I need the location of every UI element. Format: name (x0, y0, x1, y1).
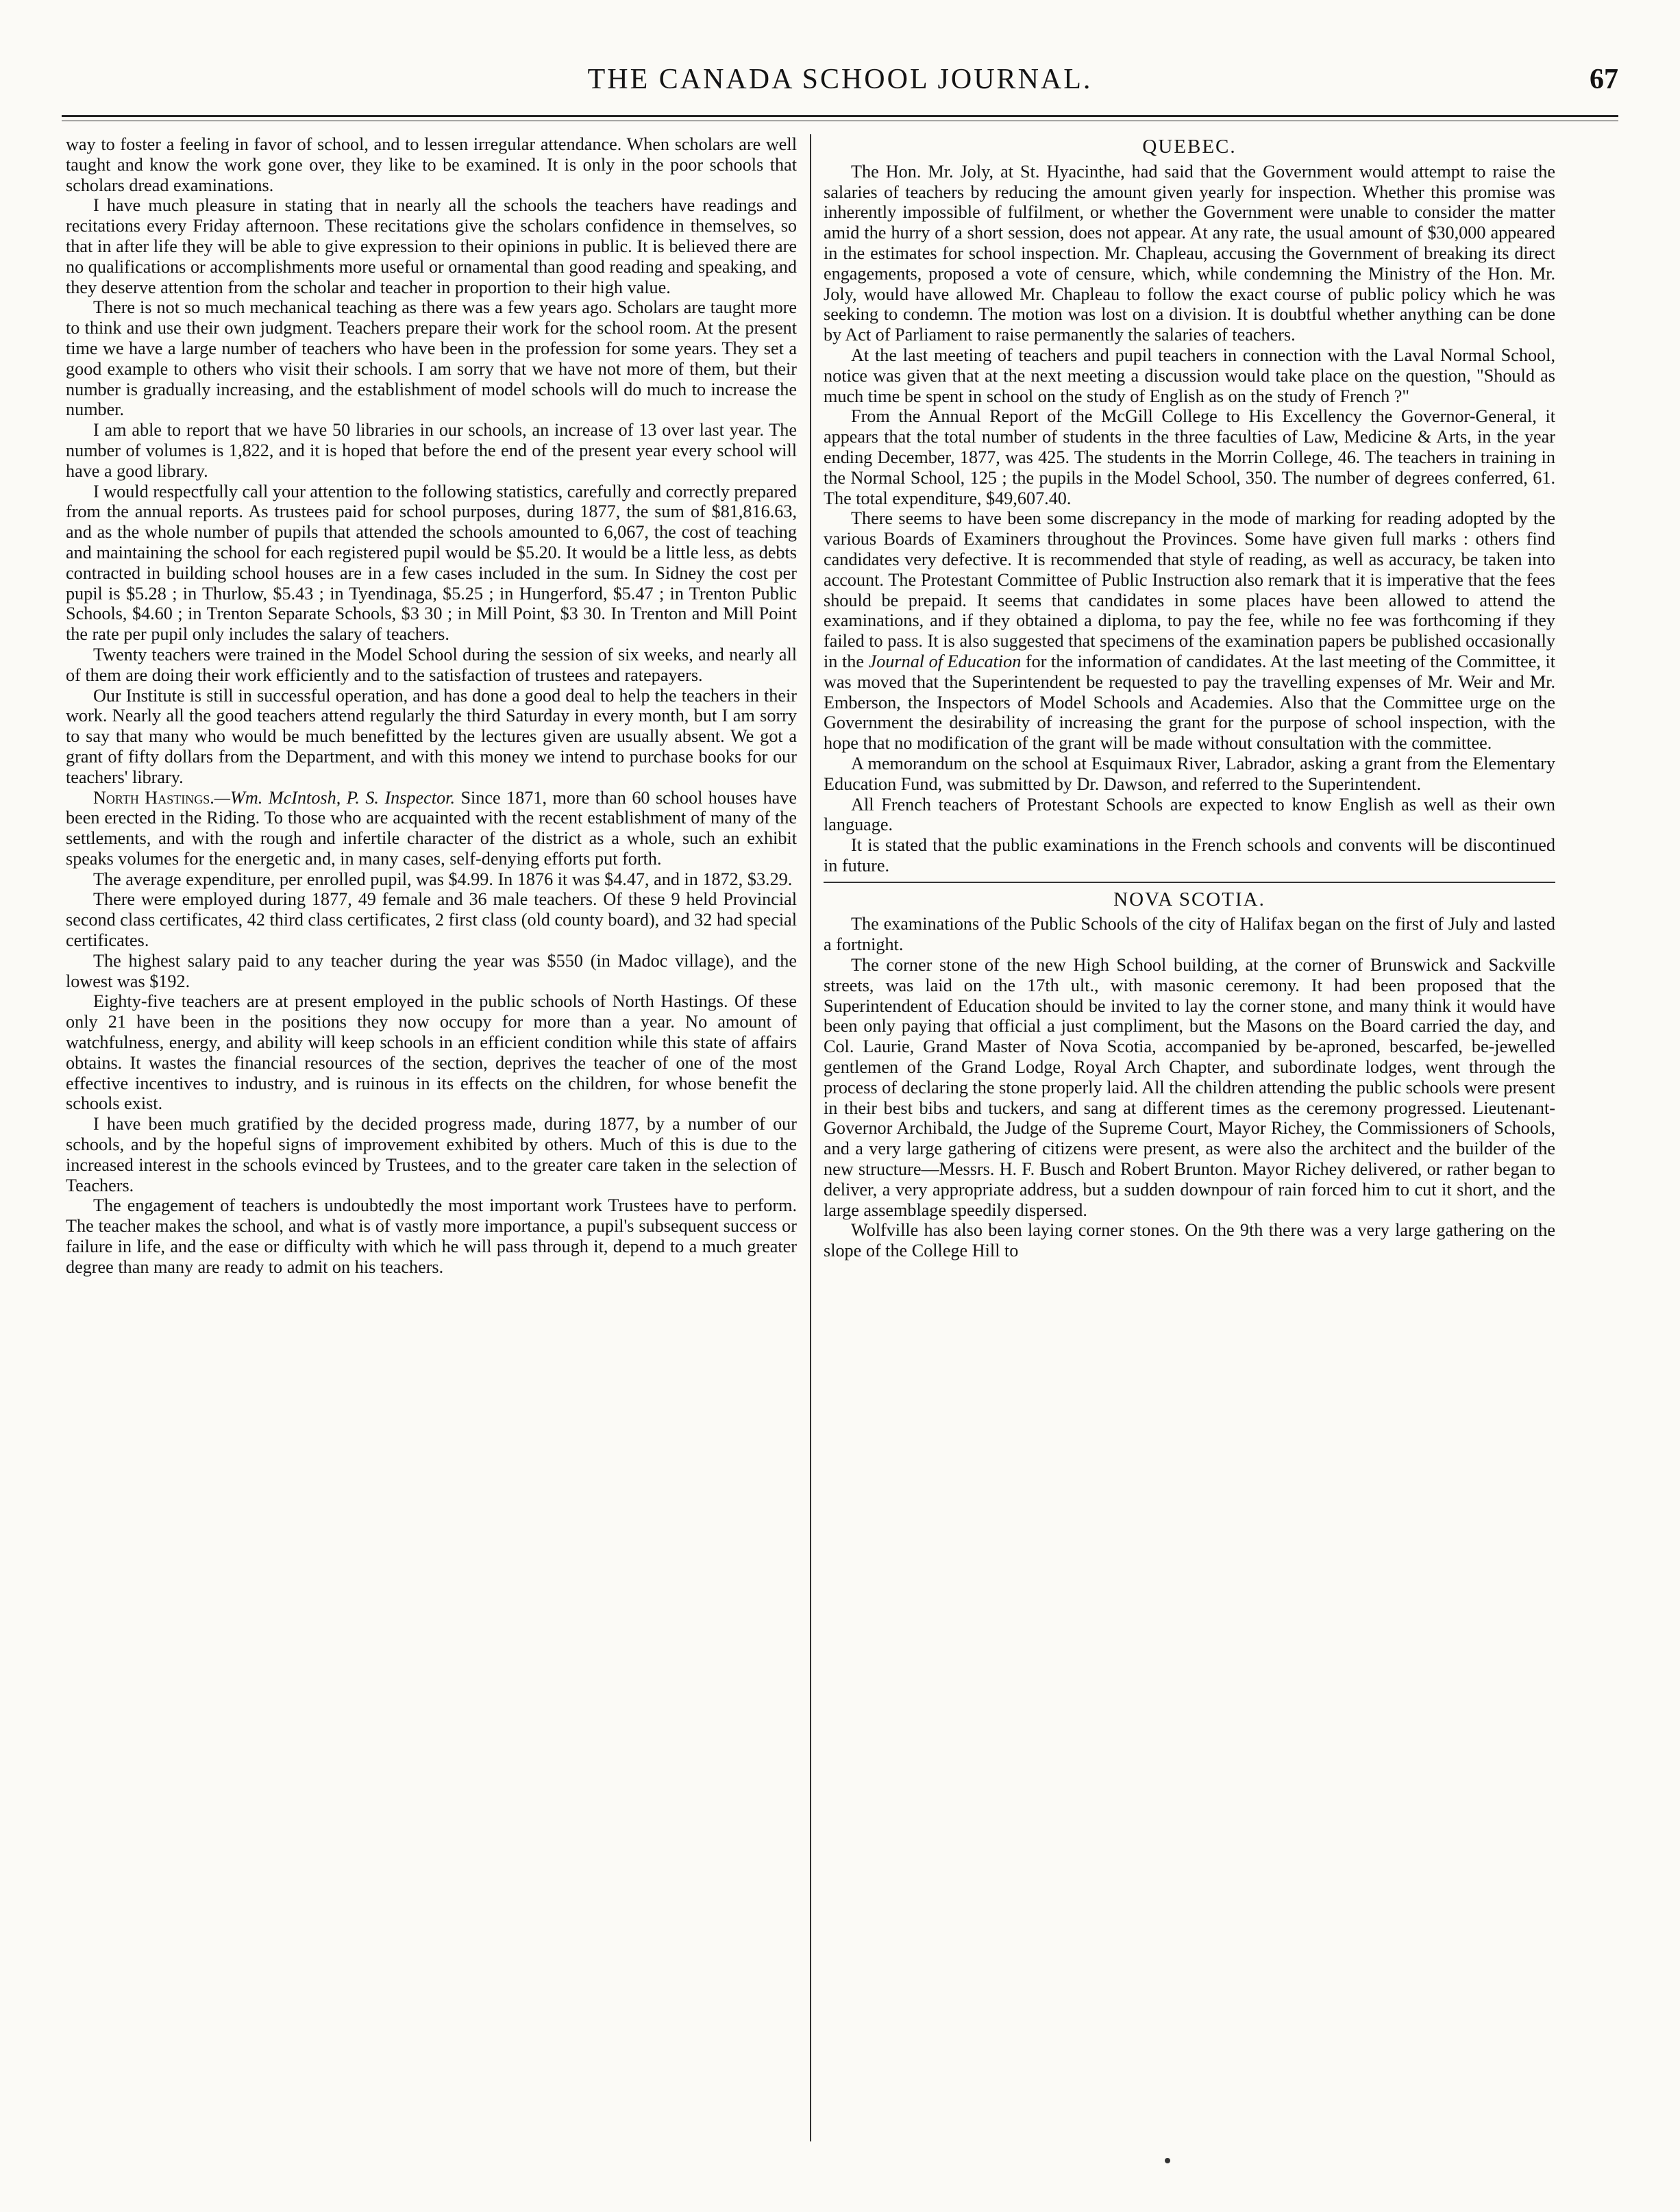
journal-title: Journal of Education (868, 651, 1022, 671)
paragraph: The average expenditure, per enrolled pupil, was $4.99. In 1876 it was $4.47, and in 1872, $3.29. (93, 869, 793, 889)
paragraph: Twenty teachers were trained in the Model School during the session of six weeks, and nearly all of them are doing their work efficiently and to the satisfaction of trustees and ratepayers. (66, 644, 797, 685)
paragraph: I have been much gratified by the decided progress made, during 1877, by a number of our schools, and by the hopeful signs of improvement exhibited by others. Much of this is due to the increased interest in the schools evinced by Trustees, and to the greater care taken in the selection of Teachers. (66, 1114, 797, 1195)
header-rule-thick (62, 115, 1618, 117)
section-heading-quebec: QUEBEC. (1142, 136, 1237, 158)
paragraph: The highest salary paid to any teacher during the year was $550 (in Madoc village), and the lowest was $192. (66, 950, 797, 991)
left-column (66, 134, 797, 1278)
district-name: North Hastings. (93, 787, 214, 808)
paragraph-examiners (824, 508, 1555, 754)
paragraph: The Hon. Mr. Joly, at St. Hyacinthe, had said that the Government would attempt to raise the salaries of teachers by reducing the amount given yearly for inspection. Whether this promise was inherently impossible of fulfilment, or whether the Government were unable to consider the matter amid the hurry of a short session, does not appear. At any rate, the usual amount of $30,000 appeared in the estimates for school inspection. Mr. Chapleau, accusing the Government of breaking its direct engagements, proposed a vote of censure, which, while condemning the Ministry of the Hon. Mr. Joly, would have allowed Mr. Chapleau to follow the exact course of public policy which he was seeking to condemn. The motion was lost on a division. It is doubtful whether anything can be done by Act of Parliament to raise permanently the salaries of teachers. (824, 161, 1555, 345)
paragraph: Wolfville has also been laying corner stones. On the 9th there was a very large gathering on the slope of the College Hill to (824, 1220, 1555, 1261)
inspector-name: —Wm. McIntosh, P. S. Inspector. (214, 787, 455, 808)
paragraph: I have much pleasure in stating that in nearly all the schools the teachers have readings and recitations every Friday afternoon. These recitations give the scholars confidence in themselves, so that in after life they will be able to give expression to their opinions in public. It is believed there are no qualifications or accomplishments more useful or ornamental than good reading and speaking, and they deserve attention from the scholar and teacher in proportion to their high value. (66, 195, 797, 297)
ink-dot (1165, 2158, 1170, 2163)
paragraph: There is not so much mechanical teaching as there was a few years ago. Scholars are taught more to think and use their own judgment. Teachers prepare their work for the school room. At the present time we have a large number of teachers who have been in the profession for some years. They set a good example to others who visit their schools. I am sorry that we have not more of them, but their number is gradually increasing, and the establishment of model schools will do much to increase the number. (66, 297, 797, 420)
paragraph-text: There seems to have been some discrepancy in the mode of marking for reading adopted by the various Boards of Examiners throughout the Provinces. Some have given full marks : others find candidates very defective. It is recommended that style of reading, as well as accuracy, be taken into account. The Protestant Committee of Public Instruction also remark that it is imperative that the fees should be prepaid. It seems that candidates in some places have been allowed to attend the examinations, and if they obtained a diploma, to pay the fee, while no fee was forthcoming if they failed to pass. It is also suggested that specimens of the examination papers be published occasionally in the (824, 508, 1555, 671)
paragraph: I am able to report that we have 50 libraries in our schools, an increase of 13 over last year. The number of volumes is 1,822, and it is hoped that before the end of the present year every school will have a good library. (66, 420, 797, 481)
section-rule (824, 882, 1555, 883)
running-title: THE CANADA SCHOOL JOURNAL. (587, 64, 1093, 95)
paragraph: At the last meeting of teachers and pupil teachers in connection with the Laval Normal School, notice was given that at the next meeting a discussion would take place on the question, "Should as much time be spent in school on the study of English as on the study of French ?" (824, 345, 1555, 406)
paragraph-north-hastings (66, 788, 797, 869)
paragraph: From the Annual Report of the McGill College to His Excellency the Governor-General, it appears that the total number of students in the three faculties of Law, Medicine & Arts, in the year ending December, 1877, was 425. The students in the Morrin College, 46. The teachers in training in the Normal School, 125 ; the pupils in the Model School, 350. The number of degrees conferred, 61. The total expenditure, $49,607.40. (824, 406, 1555, 508)
paragraph: Our Institute is still in successful operation, and has done a good deal to help the teachers in their work. Nearly all the good teachers attend regularly the third Saturday in every month, but I am sorry to say that many who would be much benefitted by the lectures given are usually absent. We got a grant of fifty dollars from the Department, and with this money we intend to purchase books for our teachers' library. (66, 685, 797, 787)
section-heading-nova-scotia: NOVA SCOTIA. (1113, 888, 1265, 910)
paragraph: The corner stone of the new High School building, at the corner of Brunswick and Sackville streets, was laid on the 17th ult., with masonic ceremony. It had been proposed that the Superintendent of Education should be invited to lay the corner stone, and many think it would have been only paying that official a just compliment, but the Masons on the Board carried the day, and Col. Laurie, Grand Master of Nova Scotia, accompanied by be-aproned, bescarfed, be-jewelled gentlemen of the Grand Lodge, Royal Arch Chapter, and subordinate lodges, went through the process of declaring the stone properly laid. All the children attending the public schools were present in their best bibs and tuckers, and sang at different times as the ceremony progressed. Lieutenant-Governor Archibald, the Judge of the Supreme Court, Mayor Richey, the Commissioners of Schools, and a very large gathering of citizens were present, as were also the architect and the builder of the new structure—Messrs. H. F. Busch and Robert Brunton. Mayor Richey delivered, or rather began to deliver, a very appropriate address, but a sudden downpour of rain forced him to cut it short, and the large assemblage speedily dispersed. (824, 955, 1555, 1220)
paragraph-text: Since 1871, more than 60 school houses have been erected in the Riding. To those who are acquainted with the recent establishment of many of the settlements, and with the rough and infertile character of the district as a whole, such an exhibit speaks volumes for the energetic and, in many cases, self-denying efforts put forth. (66, 787, 797, 869)
paragraph: I would respectfully call your attention to the following statistics, carefully and correctly prepared from the annual reports. As trustees paid for school purposes, during 1877, the sum of $81,816.63, and as the whole number of pupils that attended the schools amounted to 6,067, the cost of teaching and maintaining the school for each registered pupil would be $5.20. It would be a little less, as debts contracted in building school houses are in a few cases included in the sum. In Sidney the cost per pupil is $5.28 ; in Thurlow, $5.43 ; in Tyendinaga, $5.25 ; in Hungerford, $5.47 ; in Trenton Public Schools, $4.60 ; in Trenton Separate Schools, $3 30 ; in Mill Point, $3 30. In Trenton and Mill Point the rate per pupil only includes the salary of teachers. (66, 481, 797, 645)
paragraph: There were employed during 1877, 49 female and 36 male teachers. Of these 9 held Provincial second class certificates, 42 third class certificates, 2 first class (old county board), and 32 had special certificates. (66, 889, 797, 951)
paragraph: All French teachers of Protestant Schools are expected to know English as well as their own language. (824, 794, 1555, 835)
column-divider (810, 134, 811, 2141)
page-header (62, 63, 1618, 111)
paragraph: way to foster a feeling in favor of school, and to lessen irregular attendance. When scholars are well taught and know the work gone over, they like to be examined. It is only in the poor schools that scholars dread examinations. (66, 134, 797, 195)
paragraph: It is stated that the public examinations in the French schools and convents will be discontinued in future. (824, 835, 1555, 875)
paragraph: The engagement of teachers is undoubtedly the most important work Trustees have to perform. The teacher makes the school, and what is of vastly more importance, a pupil's subsequent success or failure in life, and the ease or difficulty with which he will pass through it, depend to a much greater degree than many are ready to admit on his teachers. (66, 1195, 797, 1277)
page-number: 67 (1590, 64, 1618, 95)
right-column (824, 134, 1555, 1261)
paragraph-text: for the information of candidates. At the last meeting of the Committee, it was moved that the Superintendent be requested to pay the travelling expenses of Mr. Weir and Mr. Emberson, the Inspectors of Model Schools and Academies. Also that the Committee urge on the Government the desirability of increasing the grant for the purpose of school inspection, with the hope that no modification of the grant will be made without consultation with the committee. (824, 651, 1555, 754)
paragraph: Eighty-five teachers are at present employed in the public schools of North Hastings. Of these only 21 have been in the positions they now occupy for more than a year. No amount of watchfulness, energy, and ability will keep schools in an efficient condition while this state of affairs obtains. It wastes the financial resources of the section, deprives the teacher of one of the most effective incentives to industry, and is ruinous in its effects on the children, for whose benefit the schools exist. (66, 991, 797, 1114)
paragraph: A memorandum on the school at Esquimaux River, Labrador, asking a grant from the Elementary Education Fund, was submitted by Dr. Dawson, and referred to the Superintendent. (824, 753, 1555, 794)
paragraph: The examinations of the Public Schools of the city of Halifax began on the first of July and lasted a fortnight. (824, 914, 1555, 955)
